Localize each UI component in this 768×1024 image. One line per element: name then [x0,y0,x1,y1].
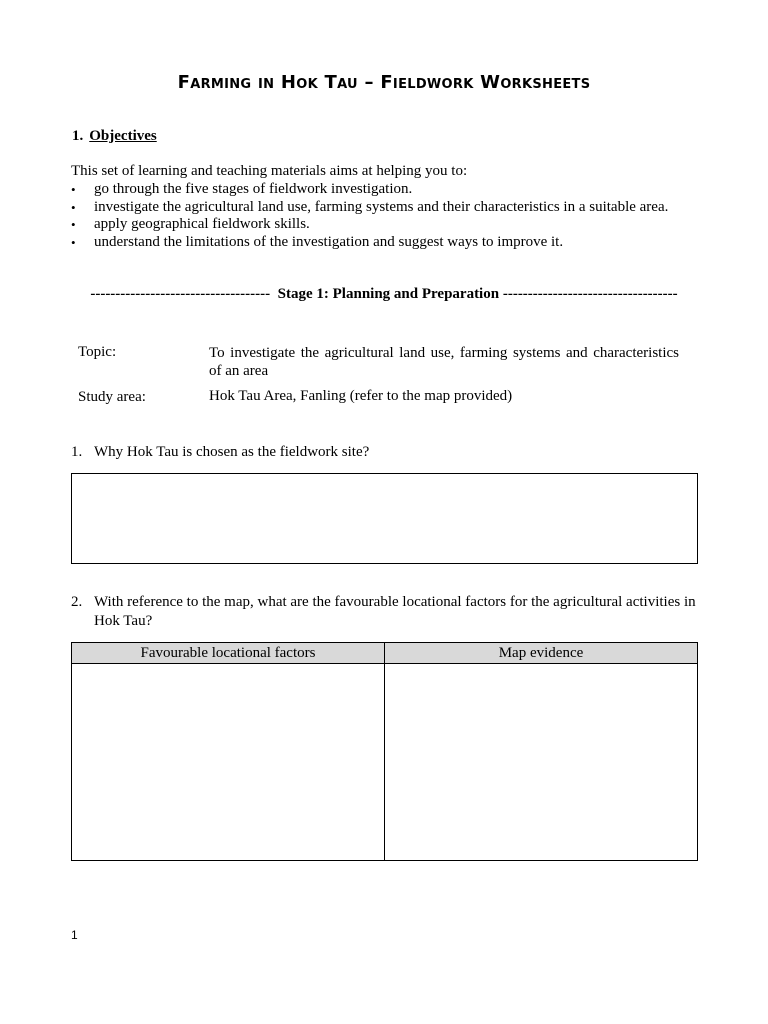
list-item [71,199,668,217]
table-header-row [72,643,698,664]
bullet-icon: • [71,199,76,215]
topic-value: To investigate the agricultural land use, farming systems and characteristics of an area [209,345,679,379]
column-header-factors: Favourable locational factors [72,643,385,664]
page-title: Farming in Hok Tau – Fieldwork Worksheets [177,72,591,93]
list-item [71,216,668,234]
topic-label: Topic: [78,344,117,360]
question-1 [71,443,696,463]
section-number: 1. [72,128,84,144]
factors-answer-cell[interactable] [72,664,385,861]
question-2 [71,593,696,633]
section-title: Objectives [89,128,157,144]
answer-box[interactable] [71,473,698,564]
objectives-list [71,181,668,252]
column-header-evidence: Map evidence [385,643,698,664]
bullet-icon: • [71,235,76,251]
list-item-text: go through the five stages of fieldwork investigation. [94,181,413,197]
stage-left-rule: ------------------------------------ [90,286,271,302]
list-item [71,234,668,252]
objectives-intro: This set of learning and teaching materials aims at helping you to: [71,163,468,179]
evidence-answer-cell[interactable] [385,664,698,861]
objectives-heading [72,128,157,145]
bullet-icon: • [71,217,76,233]
list-item-text: investigate the agricultural land use, farming systems and their characteristics in a suitable area. [94,198,669,215]
bullet-icon: • [71,182,76,197]
list-item [71,181,668,199]
list-item-text: apply geographical fieldwork skills. [94,216,310,233]
study-area-label: Study area: [78,389,146,405]
list-item-text: understand the limitations of the investigation and suggest ways to improve it. [94,234,564,251]
question-text: Why Hok Tau is chosen as the fieldwork site? [94,444,370,460]
locational-factors-table [71,642,698,861]
stage-heading [0,286,768,303]
question-number: 1. [71,444,83,460]
stage-right-rule: ----------------------------------- [502,286,678,302]
study-area-value: Hok Tau Area, Fanling (refer to the map provided) [209,388,513,404]
question-text: With reference to the map, what are the favourable locational factors for the agricultural activities in Hok Tau? [94,594,696,629]
page-number: 1 [71,928,78,942]
question-number: 2. [71,594,83,610]
table-row [72,664,698,861]
stage-label: Stage 1: Planning and Preparation [277,286,500,302]
